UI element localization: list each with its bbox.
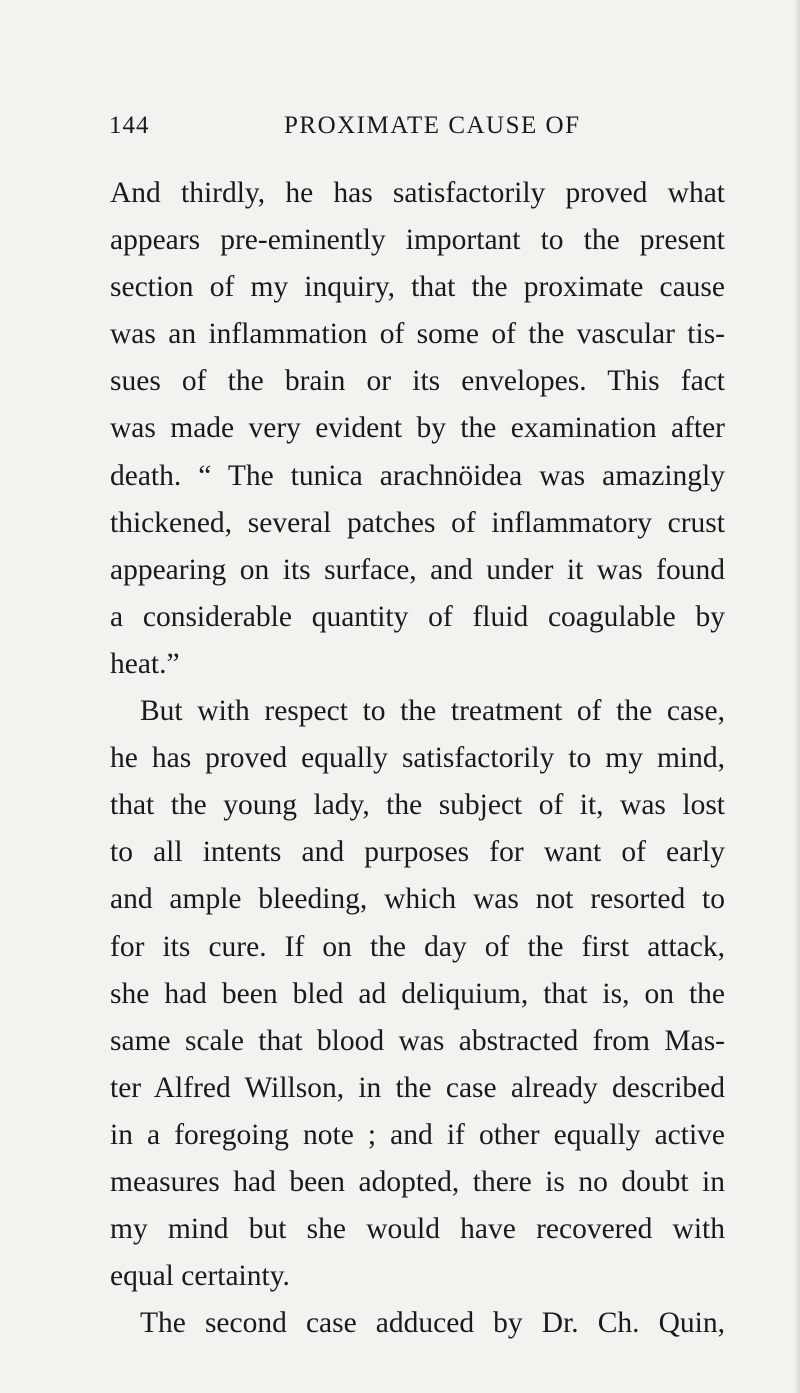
text-line: same scale that blood was abstracted from Mas- xyxy=(110,1024,725,1057)
text-line: ter Alfred Willson, in the case already described xyxy=(110,1071,725,1104)
text-line: he has proved equally satisfactorily to my mind, xyxy=(110,742,725,775)
text-line: thickened, several patches of inflammatory crust xyxy=(110,506,725,539)
text-line: to all intents and purposes for want of early xyxy=(110,836,725,869)
text-line: And thirdly, he has satisfactorily proved what xyxy=(110,177,725,209)
text-line: appears pre-eminently important to the present xyxy=(110,224,725,257)
paragraph-start-line: But with respect to the treatment of the case, xyxy=(140,695,725,728)
text-line: section of my inquiry, that the proximate cause xyxy=(110,271,725,304)
body-text xyxy=(110,170,725,1347)
text-line: measures had been adopted, there is no doubt in xyxy=(110,1165,725,1198)
text-line: for its cure. If on the day of the first attack, xyxy=(110,930,725,963)
running-title: PROXIMATE CAUSE OF xyxy=(284,112,581,139)
text-line: she had been bled ad deliquium, that is, on the xyxy=(110,977,725,1010)
running-head xyxy=(0,112,800,152)
text-line: appearing on its surface, and under it was found xyxy=(110,553,725,586)
page-number: 144 xyxy=(109,112,150,139)
text-line: was made very evident by the examination after xyxy=(110,412,725,445)
paragraph-start-line: The second case adduced by Dr. Ch. Quin, xyxy=(140,1307,725,1340)
text-line: my mind but she would have recovered with xyxy=(110,1213,725,1246)
text-line: and ample bleeding, which was not resorted to xyxy=(110,883,725,916)
text-line: in a foregoing note ; and if other equally active xyxy=(110,1118,725,1151)
page-edge-shadow xyxy=(794,0,800,1393)
text-line: was an inflammation of some of the vascular tis- xyxy=(110,318,725,351)
text-line: death. “ The tunica arachnöidea was amazingly xyxy=(110,459,725,492)
text-line: heat.” xyxy=(110,647,180,680)
text-line: that the young lady, the subject of it, was lost xyxy=(110,789,725,822)
text-line: sues of the brain or its envelopes. This fact xyxy=(110,365,725,398)
text-line: a considerable quantity of fluid coagulable by xyxy=(110,600,725,633)
text-line: equal certainty. xyxy=(110,1260,290,1293)
